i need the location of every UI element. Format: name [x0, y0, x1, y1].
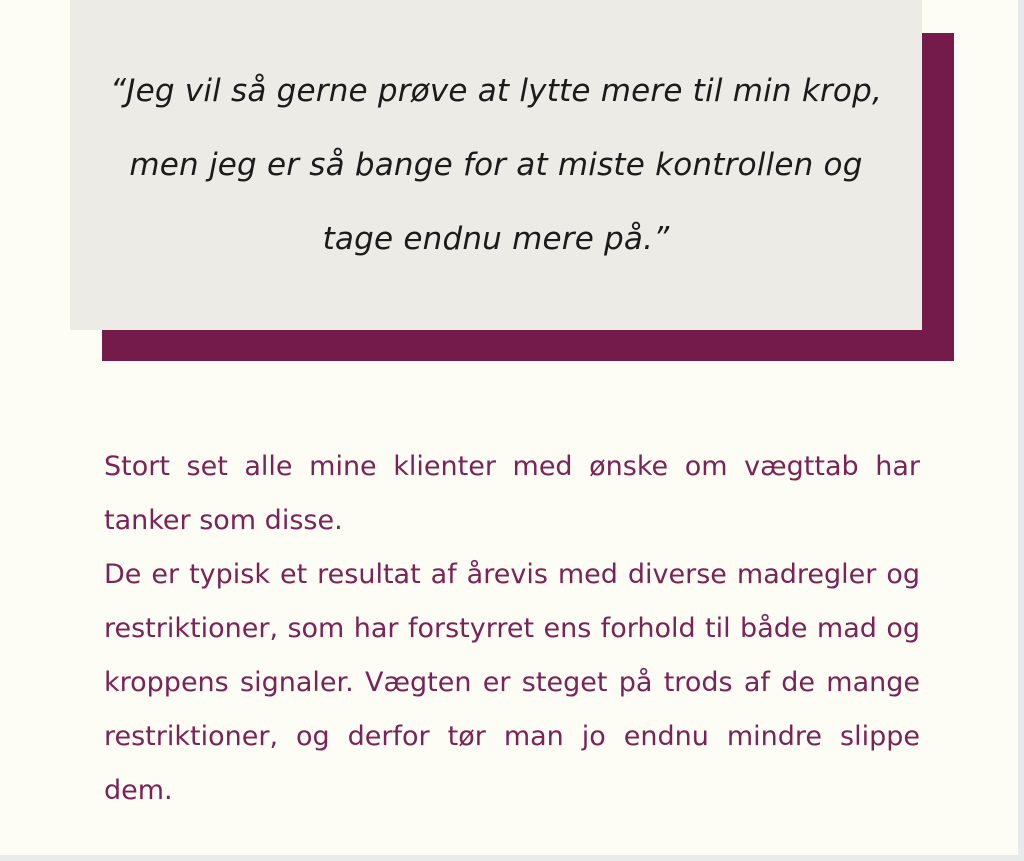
- body-text: [104, 440, 920, 818]
- quote-text: “Jeg vil så gerne prøve at lytte mere til min krop, men jeg er så bange for at miste kontrollen og tage endnu mere på.”: [109, 73, 883, 257]
- quote-card: [70, 0, 922, 330]
- body-paragraph-1: Stort set alle mine klienter med ønske om vægttab har tanker som disse.: [104, 451, 920, 536]
- body-paragraph-2: De er typisk et resultat af årevis med diverse madregler og restriktioner, som har forstyrret ens forhold til både mad og kroppens signaler. Vægten er steget på trods af de mange restriktioner, og derfor tør man jo endnu mindre slippe dem.: [104, 559, 920, 806]
